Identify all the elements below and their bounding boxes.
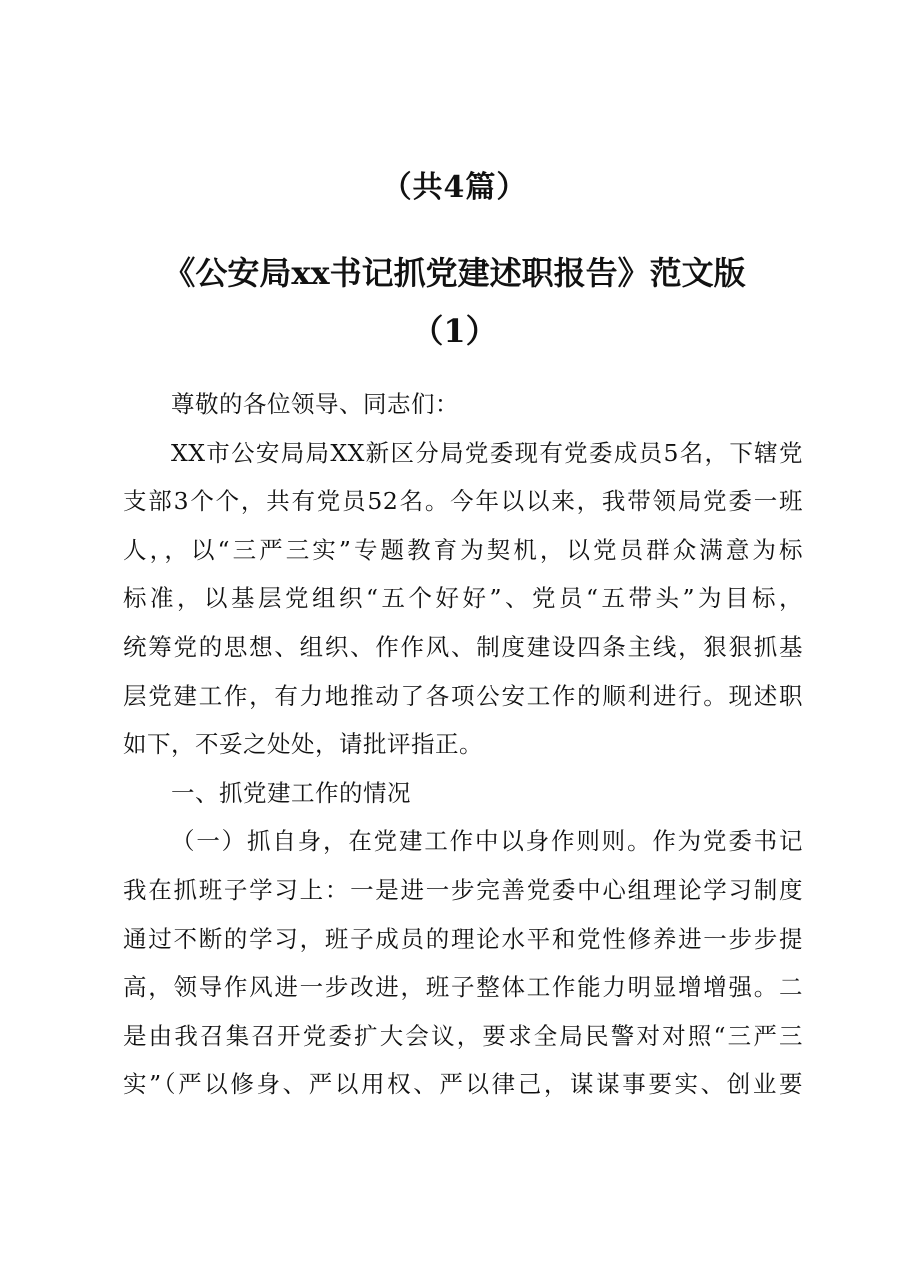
paragraph-1-line: 如下，不妥之处处，请批评指正。 <box>123 730 483 759</box>
paragraph-2 <box>123 817 803 1109</box>
paragraph-2-line: 我在抓班子学习上：一是进一步完善党委中心组理论学习制度 <box>123 875 803 904</box>
salutation-text: 尊敬的各位领导、同志们： <box>171 390 459 418</box>
document-body <box>123 380 803 1109</box>
paragraph-1-line: 标准，以基层党组织“五个好好”、党员“五带头”为目标， <box>123 584 803 613</box>
paragraph-2-line: 高，领导作风进一步改进，班子整体工作能力明显增增强。二 <box>123 973 803 1002</box>
salutation-paragraph <box>123 380 803 429</box>
section-1-heading-paragraph <box>123 769 803 818</box>
paragraph-2-line: 通过不断的学习，班子成员的理论水平和党性修养进一步步提 <box>123 924 803 953</box>
paragraph-1-line: 人，，以“三严三实”专题教育为契机，以党员群众满意为标 <box>123 535 803 564</box>
paragraph-1-line: 统筹党的思想、组织、作作风、制度建设四条主线，狠狠抓基 <box>123 632 803 661</box>
document-title-line-1: 《公安局xx书记抓党建述职报告》范文版 <box>163 254 746 292</box>
article-count-title: （共4篇） <box>381 170 528 205</box>
section-1-heading: 一、抓党建工作的情况 <box>171 778 411 807</box>
paragraph-2-line: （一）抓自身，在党建工作中以身作则则。作为党委书记 <box>171 827 803 856</box>
paragraph-2-line: 实”（严以修身、严以用权、严以律己，谋谋事要实、创业要 <box>123 1070 803 1099</box>
document-title <box>60 244 849 360</box>
paragraph-1-line: 层党建工作，有力地推动了各项公安工作的顺利进行。现述职 <box>123 681 803 710</box>
paragraph-1-line: XX市公安局局XX新区分局党委现有党委成员5名，下辖党 <box>171 438 803 467</box>
paragraph-2-line: 是由我召集召开党委扩大会议，要求全局民警对对照“三严三 <box>123 1021 803 1050</box>
paragraph-1 <box>123 429 803 769</box>
document-title-line-2: （1） <box>411 312 498 350</box>
paragraph-1-line: 支部3个个，共有党员52名。今年以以来，我带领局党委一班 <box>123 487 803 516</box>
